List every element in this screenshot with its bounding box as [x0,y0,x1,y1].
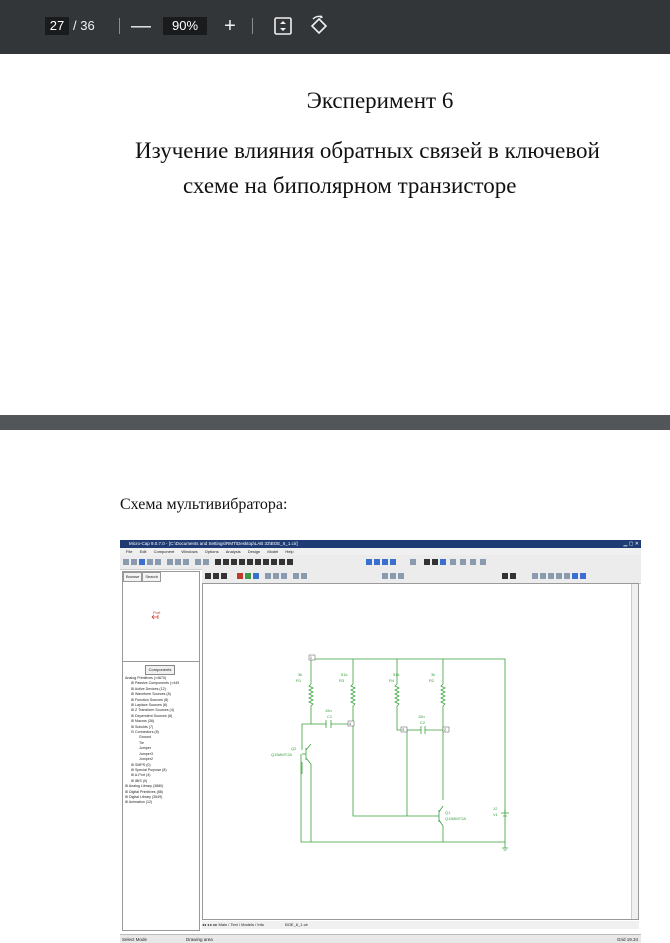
transistor-icon [247,559,253,565]
status-mode: Select Mode [122,937,148,942]
pdf-page [0,54,670,415]
tab-browse: Browse [123,572,142,582]
file-tab: BOE_6_1.cir [285,922,308,927]
menu-analysis: Analysis [225,549,241,554]
fit-page-button[interactable] [270,13,296,39]
opamp-icon [279,559,285,565]
tree-item: ⊞ Waveform Sources (8) [131,692,171,697]
tree-item: Analog Primitives (>4670) [125,676,167,680]
sheet-tabs: Main / Text / Models / Info [218,922,265,927]
page-separator: / [73,18,77,33]
toolbar-divider [252,18,253,34]
color-icon [245,573,251,579]
menu-model: Model [267,549,279,554]
component-preview [123,581,199,662]
preview-icon [155,559,161,565]
color-icon [237,573,243,579]
status-area: Drawing area [186,937,213,942]
tree-item: Jumper [139,746,151,751]
wire-icon [213,573,219,579]
browser-tabs [123,572,161,580]
microcap-screenshot [120,540,641,943]
print-icon [147,559,153,565]
tool-icon [281,573,287,579]
page-count: 36 [80,18,95,33]
tool-icon [273,573,279,579]
tool-icon [460,559,466,565]
copy-icon [175,559,181,565]
open-icon [131,559,137,565]
page-total [73,17,95,35]
redo-icon [203,559,209,565]
paste-icon [183,559,189,565]
c2-value: 15n [418,714,425,719]
c1-value: 15n [325,708,332,713]
sheet-tabs-bar [202,921,639,929]
component-browser [122,571,200,931]
menu-edit: Edit [139,549,147,554]
fit-page-icon [270,13,296,39]
text-icon [221,573,227,579]
tool-icon [510,573,516,579]
q2-name: Q2 [291,746,297,751]
microcap-menu-bar [120,548,641,555]
tree-item: ⊞ Digital Library (3549) [125,794,163,799]
tree-item: ⊞ Z Transform Sources (4) [131,708,174,713]
tool-icon [398,573,404,579]
tree-item: ⊞ Passive Components (>449 [131,681,180,686]
zoom-tool-icon [532,573,538,579]
tree-item: ⊞ Subckts (7) [131,724,154,729]
node-label: 3 [402,728,404,732]
window-icon [382,559,388,565]
color-icon [253,573,259,579]
schematic-vscroll [631,584,638,919]
select-arrow-icon [205,573,211,579]
preview-label: Port [153,610,161,615]
port-symbol [123,581,199,661]
page-number-input[interactable]: 27 [45,17,69,35]
rotate-button[interactable] [306,13,332,39]
zoom-tool-icon [540,573,546,579]
multivibrator-schematic [203,584,633,919]
zoom-level-input[interactable]: 90% [163,17,207,35]
window-icon [366,559,372,565]
zoom-tool-icon [556,573,562,579]
q2-model: Q15ИМТ2А [271,752,293,757]
page-gap [0,415,670,430]
inductor-icon [231,559,237,565]
q1-name: Q1 [445,810,451,815]
r3-value: 51k [341,672,348,677]
v1-value: 12 [493,806,498,811]
r1-value: 3k [298,672,303,677]
schematic-canvas [202,583,639,920]
experiment-title: Эксперимент 6 [306,88,454,113]
zoom-in-button[interactable]: + [224,15,236,37]
status-grid: Grid 19.34 [616,937,638,942]
c1-name: C1 [327,714,333,719]
pdf-page [0,430,670,943]
undo-icon [195,559,201,565]
tree-item: ⊞ A-Port (4) [131,773,151,778]
microcap-toolbar-2 [202,569,641,584]
resistor-icon [215,559,221,565]
r2-value: 3k [431,672,436,677]
tree-item: Jumper2 [139,757,153,762]
component-tree [125,676,199,806]
microcap-title-bar: Micro-Cap 9.0.7.0 - [C:\Documents and Settings\RMT\Desktop\LAB 33\BOE_6_1.cir] [120,540,641,548]
tree-item: Ground [139,735,151,740]
tree-item: ⊞ SMPS (0) [131,762,151,767]
tree-item: ⊞ Active Devices (12) [131,686,166,691]
zoom-out-icon [580,573,586,579]
pdf-toolbar [0,0,670,54]
sheet-nav-icon: ◂◂ ◂ ▸ ▸▸ [202,922,218,927]
toolbar-divider [119,18,120,34]
tree-item: Tie [139,740,144,745]
scope-icon [450,559,456,565]
o-icon [432,559,438,565]
tree-item: ⊞ Laplace Sources (8) [131,703,168,708]
tree-item: ⊟ Connectors (8) [131,730,159,735]
tree-item: ⊞ Digital Primitives (88) [125,789,163,794]
components-button: Components [145,665,175,675]
tool-icon [390,573,396,579]
window-controls: ▁ ▢ ✕ [623,541,639,547]
experiment-subtitle-line1: Изучение влияния обратных связей в ключевой [135,138,600,163]
tool-icon [502,573,508,579]
menu-design: Design [247,549,261,554]
menu-component: Component [153,549,175,554]
zoom-tool-icon [564,573,570,579]
save-icon [139,559,145,565]
figure-caption: Схема мультивибратора: [120,496,288,513]
source-icon [271,559,277,565]
zoom-out-button[interactable]: — [131,15,151,37]
node-label: 2 [444,728,446,732]
tool-icon [470,559,476,565]
node-label: 1 [310,656,312,660]
tool-icon [382,573,388,579]
rotate-icon [306,13,332,39]
experiment-subtitle-line2: схеме на биполярном транзисторе [183,173,517,198]
r4-name: R4 [389,678,395,683]
tree-item: ⊞ Animation (12) [125,800,153,805]
v1-name: V1 [493,812,498,817]
tree-item: ⊞ Dependent Sources (8) [131,713,173,718]
microcap-status-bar [120,934,641,943]
zoom-tool-icon [548,573,554,579]
r4-value: 51k [393,672,400,677]
tool-icon [480,559,486,565]
q1-model: Q15ИМТ2А [445,816,467,821]
p-icon [424,559,430,565]
r2-name: R2 [429,678,435,683]
switch-icon [287,559,293,565]
node-label: 4 [349,722,351,726]
diode-icon [239,559,245,565]
capacitor-icon [223,559,229,565]
tool-icon [265,573,271,579]
battery-icon [263,559,269,565]
cut-icon [167,559,173,565]
new-icon [123,559,129,565]
r3-name: R3 [339,678,345,683]
ground-icon [255,559,261,565]
menu-windows: Windows [181,549,198,554]
probe-icon [410,559,416,565]
zoom-in-icon [572,573,578,579]
window-icon [374,559,380,565]
tree-item: ⊞ Function Sources (8) [131,697,169,702]
c2-name: C2 [420,720,426,725]
tree-item: ⊞ Special Purpose (8) [131,767,167,772]
tree-item: Jumper3 [139,751,153,756]
tree-item: ⊞ Macros (36) [131,719,155,724]
microcap-toolbar-1 [120,555,641,570]
tree-item: ⊞ IBIS (0) [131,778,148,783]
r1-name: R1 [296,678,302,683]
menu-help: Help [285,549,294,554]
menu-file: File [126,549,133,554]
g-icon [440,559,446,565]
tool-icon [293,573,299,579]
menu-options: Options [204,549,219,554]
tree-item: ⊞ Analog Library (3880) [125,784,164,789]
window-icon [390,559,396,565]
tab-search: Search [142,572,161,582]
tool-icon [301,573,307,579]
